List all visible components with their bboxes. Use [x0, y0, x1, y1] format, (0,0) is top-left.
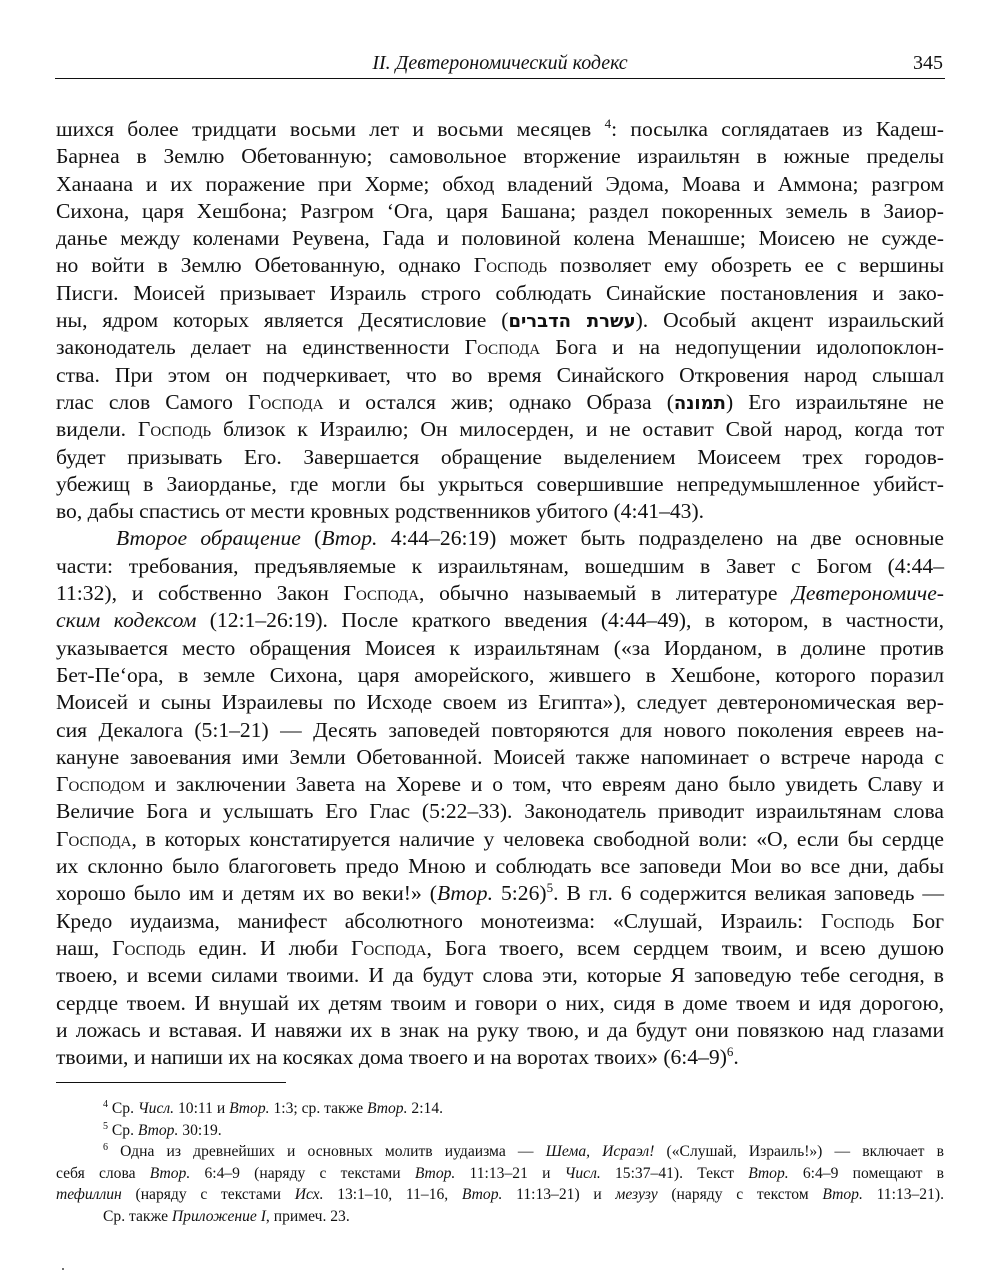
text-run: но войти в Землю Обетованную, однако — [56, 253, 474, 278]
text-run: 6:4–9 помещают в — [788, 1164, 944, 1182]
text-run: ны, ядром которых является Десятисловие ( — [56, 308, 509, 333]
text-run: . В гл. 6 содержится великая заповедь — — [553, 881, 944, 906]
text-run: ( — [300, 526, 322, 551]
text-run: 6:4–9 (наряду с текстами — [190, 1164, 415, 1182]
italic-run: Втор. — [149, 1164, 191, 1182]
text-run: твоими, и напиши их на косяках дома твоего и на воротах твоих» (6:4–9) — [56, 1045, 727, 1070]
text-run: Барнеа в Землю Обетованную; самовольное вторжение израильтян в южные пределы — [56, 144, 944, 169]
text-line — [56, 362, 944, 389]
text-line — [56, 553, 944, 580]
text-run: себя слова — [56, 1164, 150, 1182]
text-run: Бог — [894, 908, 944, 933]
text-line — [56, 826, 944, 853]
text-run: хорошо было им и детям их во веки!» ( — [56, 881, 437, 906]
small-caps-run: Господь — [820, 908, 895, 933]
text-run: («Слушай, Израиль!») — включает в — [654, 1143, 944, 1161]
text-line — [56, 116, 944, 143]
text-run: сия Декалога (5:1–21) — Десять заповедей повторяются для нового поколения евреев на- — [56, 717, 944, 742]
text-run: близок к Израилю; Он милосерден, и не оставит Свой народ, когда тот — [211, 417, 945, 442]
text-run: 5:26) — [493, 881, 547, 906]
hebrew-term: תמונה — [673, 392, 726, 414]
text-run: Сихона, царя Хешбона; Разгром ‘Ога, царя Башана; раздел покоренных земель в Заиор- — [56, 198, 944, 223]
small-caps-run: Господь — [473, 253, 547, 278]
text-line — [56, 171, 944, 198]
small-caps-run: Господь — [137, 417, 212, 442]
text-run: Моисей и сыны Израилевы по Исходе своем из Египта»), следует девтерономическая вер- — [56, 690, 944, 715]
text-line — [56, 689, 944, 716]
text-run: Кредо иудаизма, манифест абсолютного монотеизма: «Слушай, Израиль: — [56, 908, 821, 933]
italic-run: Приложение I — [171, 1207, 266, 1225]
text-run: Ханаана и их поражение при Хорме; обход владений Эдома, Моава и Аммона; разгром — [56, 171, 944, 196]
text-run: 1:3; ср. также — [269, 1100, 368, 1117]
text-run: , примеч. 23. — [265, 1207, 350, 1225]
small-caps-run: Господом — [56, 772, 145, 797]
small-caps-run: Господа — [350, 935, 427, 960]
text-line — [56, 525, 944, 552]
scan-speck — [62, 1268, 64, 1270]
text-line — [56, 307, 944, 334]
footnote-ref: 4 — [604, 116, 612, 131]
text-run: Ср. — [108, 1121, 138, 1139]
italic-run: Втор. — [321, 526, 378, 551]
text-run: Писги. Моисей призывает Израиль строго соблюдать Синайские постановления и зако- — [56, 280, 944, 305]
small-caps-run: Господа — [343, 581, 419, 606]
text-run: и ложась и вставая. И навяжи их в знак на руку твою, и да будут они повязкою над глазами — [56, 1017, 944, 1042]
italic-run: Второе обращение — [116, 526, 301, 551]
text-line — [56, 280, 944, 307]
text-run: убежищ в Заиорданье, где могли бы укрыться совершившие непредумышленное убийст- — [56, 471, 944, 496]
text-line — [56, 444, 944, 471]
footnote-ref: 6 — [726, 1044, 734, 1060]
text-run: Бет-Пе‘ора, в земле Сихона, царя аморейского, жившего в Хешбоне, которого поразил — [56, 662, 944, 687]
italic-run: Втор. — [137, 1121, 179, 1139]
text-line — [56, 880, 944, 907]
text-run: твоею, и всеми силами твоими. И да будут слова эти, которые Я заповедую тебе сегодня, в — [56, 963, 944, 988]
footnote-line — [56, 1184, 944, 1206]
text-run: 11:13–21) и — [502, 1186, 616, 1204]
text-line — [56, 334, 944, 361]
text-run: Одна из древнейших и основных молитв иудаизма — — [108, 1143, 546, 1161]
italic-run: Девтерономиче- — [792, 581, 944, 606]
italic-run: Втор. — [461, 1186, 503, 1204]
text-line — [56, 498, 944, 525]
text-line — [56, 853, 944, 880]
text-run: данье между коленами Реувена, Гада и половиной колена Менашше; Моисею не сужде- — [56, 226, 944, 251]
text-line — [56, 935, 944, 962]
footnote-ref: 4 — [103, 1099, 108, 1110]
text-line — [56, 798, 944, 825]
text-run: шихся более тридцати восьми лет и восьми месяцев — [56, 117, 605, 141]
italic-run: Втор. — [822, 1186, 863, 1204]
text-run: (наряду с текстами — [121, 1186, 295, 1204]
text-run: их склонно было благоговеть предо Мною и соблюдать все заповеди Мои во все дни, дабы — [56, 854, 944, 879]
text-line — [56, 990, 944, 1017]
italic-run: ским кодексом — [56, 608, 197, 633]
footnote-line — [56, 1206, 944, 1228]
text-line — [56, 744, 944, 771]
text-run: законодатель делает на единственности — [56, 335, 465, 360]
small-caps-run: Господа — [248, 389, 324, 414]
footnotes — [56, 1098, 944, 1228]
text-run: и заключении Завета на Хореве и о том, что евреям дано было увидеть Славу и — [144, 772, 944, 797]
text-run: Величие Бога и услышать Его Глас (5:22–33). Законодатель приводит израильтянам слова — [56, 799, 944, 824]
italic-run: тефиллин — [56, 1186, 122, 1204]
text-run: , в которых констатируется наличие у человека свободной воли: «О, если бы сердце — [131, 826, 944, 851]
small-caps-run: Господа — [56, 826, 132, 851]
italic-run: Втор. — [748, 1164, 789, 1182]
text-line — [56, 962, 944, 989]
text-line — [56, 471, 944, 498]
page-number: 345 — [913, 52, 943, 74]
text-line — [56, 416, 944, 443]
footnote-ref: 5 — [546, 880, 554, 896]
text-run: 30:19. — [178, 1121, 222, 1139]
text-line — [56, 717, 944, 744]
text-line — [56, 908, 944, 935]
text-run: наш, — [56, 935, 113, 960]
text-run: 11:32), и собственно Закон — [56, 581, 344, 606]
italic-run: Исх. — [294, 1186, 324, 1204]
text-run: позволяет ему обозреть ее с вершины — [547, 253, 944, 278]
text-run: видели. — [56, 417, 138, 442]
text-run: во, дабы спастись от мести кровных родственников убитого (4:41–43). — [56, 499, 705, 524]
running-title: II. Девтерономический кодекс — [372, 52, 628, 74]
text-run: указывается место обращения Моисея к израильтянам («за Иорданом, в долине против — [56, 635, 944, 660]
footnote-line — [56, 1163, 944, 1185]
text-line — [56, 198, 944, 225]
text-line — [56, 252, 944, 279]
hebrew-term: עשרת הדברים — [508, 311, 636, 333]
text-run: (наряду с текстом — [657, 1186, 823, 1204]
text-run: сердце твоем. И внушай их детям твоим и говори о них, сидя в доме твоем и идя дорогою, — [56, 990, 944, 1015]
footnote-line — [56, 1098, 944, 1120]
text-run: Ср. также — [103, 1207, 172, 1225]
text-run: будет призывать Его. Завершается обращение выделением Моисеем трех городов- — [56, 444, 944, 469]
small-caps-run: Господь — [112, 935, 186, 960]
text-run: ства. При этом он подчеркивает, что во время Синайского Откровения народ слышал — [56, 362, 944, 387]
text-run: , обычно называемый в литературе — [419, 581, 793, 606]
italic-run: Втор. — [229, 1100, 270, 1117]
text-run: 4:44–26:19) может быть подразделено на две основные — [377, 526, 944, 551]
text-run: 11:13–21). — [862, 1186, 944, 1204]
italic-run: Втор. — [367, 1100, 408, 1117]
footnote-divider — [56, 1082, 286, 1083]
italic-run: Втор. — [436, 881, 493, 906]
text-run: Бога и на недопущении идолопоклон- — [540, 335, 944, 360]
footnote-ref: 6 — [103, 1142, 108, 1154]
italic-run: Шема, Исраэл! — [545, 1143, 655, 1161]
text-line — [56, 143, 944, 170]
text-line — [56, 389, 944, 416]
text-run: 13:1–10, 11–16, — [323, 1186, 462, 1204]
small-caps-run: Господа — [464, 335, 541, 360]
running-header — [55, 48, 945, 79]
footnote-line — [56, 1141, 944, 1163]
text-run: 11:13–21 и — [455, 1164, 565, 1182]
text-line — [56, 662, 944, 689]
text-line — [56, 1044, 944, 1071]
text-run: ). Особый акцент израильский — [635, 308, 945, 333]
text-line — [56, 771, 944, 798]
text-run: ) Его израильтяне не — [725, 389, 944, 414]
text-run: един. И люби — [185, 935, 351, 960]
text-run: глас слов Самого — [56, 389, 248, 414]
text-run: (12:1–26:19). После краткого введения (4:44–49), в котором, в частности, — [196, 608, 944, 633]
text-run: кануне завоевания ими Земли Обетованной. Моисей также напоминает о встрече народа с — [56, 744, 944, 769]
text-run: . — [733, 1045, 739, 1070]
text-run: : посылка соглядатаев из Кадеш- — [611, 117, 944, 141]
italic-run: мезузу — [615, 1186, 658, 1204]
text-run: 10:11 и — [174, 1100, 230, 1117]
text-run: части: требования, предъявляемые к израильтянам, вошедшим в Завет с Богом (4:44– — [56, 553, 944, 578]
text-line — [56, 1017, 944, 1044]
text-run: и остался жив; однако Образа ( — [323, 389, 674, 414]
text-line — [56, 225, 944, 252]
italic-run: Числ. — [137, 1100, 175, 1117]
text-line — [56, 580, 944, 607]
text-run: , Бога твоего, всем сердцем твоим, и всею душою — [426, 935, 944, 960]
text-run: 15:37–41). Текст — [600, 1164, 749, 1182]
text-line — [56, 607, 944, 634]
italic-run: Втор. — [414, 1164, 456, 1182]
text-line — [56, 635, 944, 662]
footnote-ref: 5 — [103, 1120, 108, 1132]
main-text — [56, 116, 944, 1071]
italic-run: Числ. — [564, 1164, 601, 1182]
footnote-line — [56, 1120, 944, 1142]
text-run: 2:14. — [407, 1100, 444, 1117]
text-run: Ср. — [108, 1100, 138, 1117]
